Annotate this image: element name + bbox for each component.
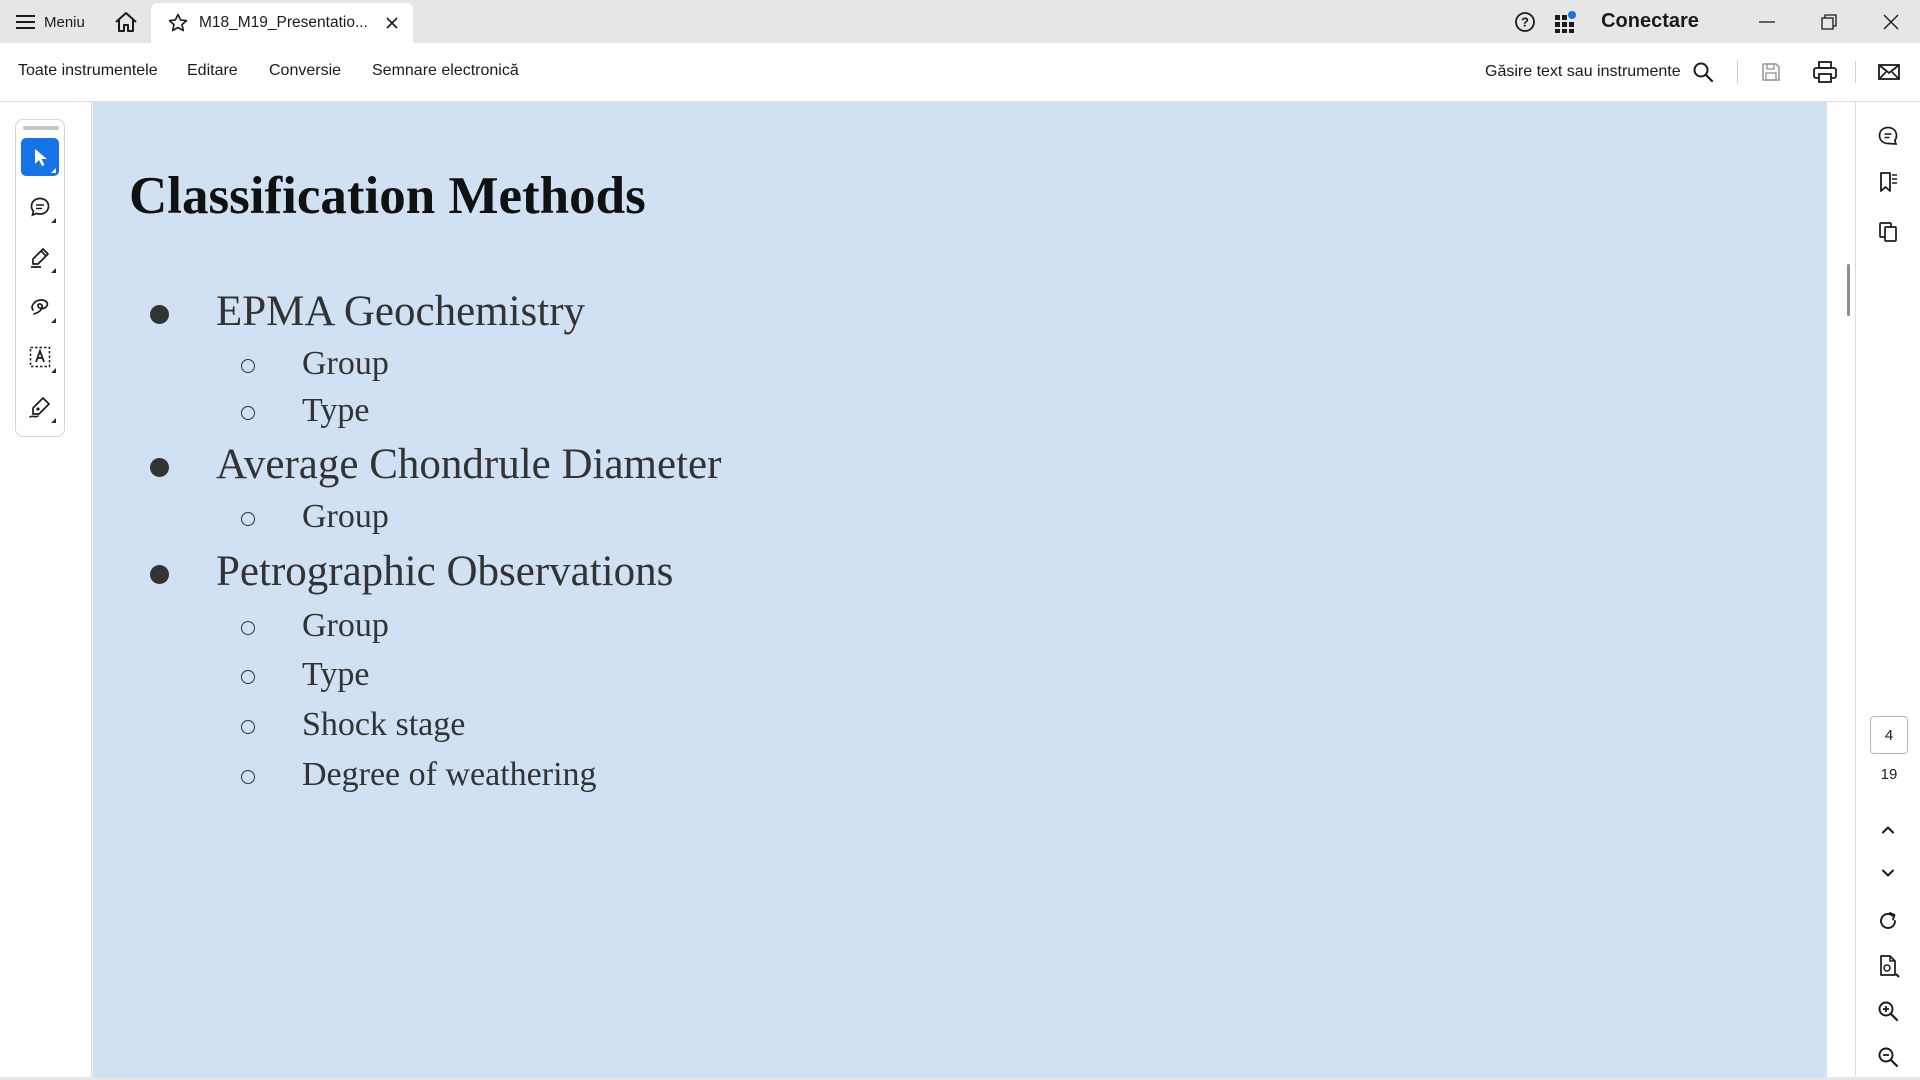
bullet-item: Average Chondrule Diameter bbox=[216, 441, 722, 488]
highlight-pen-icon bbox=[29, 246, 51, 268]
document-viewer[interactable] bbox=[92, 102, 1827, 1080]
quick-tools-bar bbox=[15, 119, 65, 437]
main-toolbar bbox=[0, 43, 1920, 102]
sign-pen-icon bbox=[28, 395, 52, 419]
text-recognition-icon bbox=[28, 345, 52, 369]
find-text-label[interactable]: Găsire text sau instrumente bbox=[1485, 63, 1681, 80]
sign-tool-button[interactable] bbox=[21, 388, 59, 426]
submenu-corner bbox=[51, 268, 56, 273]
search-icon[interactable] bbox=[1689, 58, 1717, 86]
draw-freeform-icon bbox=[29, 296, 51, 318]
highlight-tool-button[interactable] bbox=[21, 238, 59, 276]
apps-button[interactable] bbox=[1552, 0, 1578, 43]
rotate-icon bbox=[1877, 910, 1899, 932]
hamburger-icon bbox=[16, 14, 35, 30]
sign-in-button[interactable]: Conectare bbox=[1601, 10, 1699, 32]
sub-bullet-item: Group bbox=[302, 345, 389, 382]
restore-button[interactable] bbox=[1804, 0, 1854, 43]
save-icon[interactable] bbox=[1757, 58, 1785, 86]
home-button[interactable] bbox=[113, 10, 139, 34]
tab-title: M18_M19_Presentatio... bbox=[199, 14, 368, 31]
menu-convert[interactable]: Conversie bbox=[269, 62, 342, 79]
sub-bullet-item: Shock stage bbox=[302, 706, 466, 743]
current-page-input[interactable]: 4 bbox=[1870, 716, 1908, 754]
draw-tool-button[interactable] bbox=[21, 288, 59, 326]
menu-all-tools[interactable]: Toate instrumentele bbox=[18, 62, 158, 79]
text-recognition-button[interactable] bbox=[21, 338, 59, 376]
close-window-button[interactable] bbox=[1866, 0, 1916, 43]
submenu-corner bbox=[51, 368, 56, 373]
vertical-scrollbar[interactable] bbox=[1827, 102, 1855, 1080]
sub-bullet-marker bbox=[241, 359, 255, 373]
home-icon bbox=[114, 11, 138, 33]
bullet-marker bbox=[150, 458, 169, 477]
comment-tool-button[interactable] bbox=[21, 188, 59, 226]
help-icon bbox=[1514, 11, 1536, 33]
chevron-up-icon bbox=[1879, 821, 1897, 839]
toolbar-divider bbox=[1855, 61, 1856, 83]
pages-icon bbox=[1877, 221, 1899, 243]
bookmarks-icon bbox=[1877, 171, 1899, 193]
sub-bullet-item: Type bbox=[302, 392, 370, 429]
menu-button[interactable] bbox=[16, 10, 85, 34]
sub-bullet-marker bbox=[241, 512, 255, 526]
comment-panel-button[interactable] bbox=[1872, 120, 1904, 152]
sub-bullet-marker bbox=[241, 406, 255, 420]
sub-bullet-marker bbox=[241, 770, 255, 784]
menu-e-sign[interactable]: Semnare electronică bbox=[372, 62, 519, 79]
minimize-button[interactable] bbox=[1742, 0, 1792, 43]
select-tool-button[interactable] bbox=[21, 138, 59, 176]
sub-bullet-item: Group bbox=[302, 498, 389, 535]
add-comment-icon bbox=[29, 196, 51, 218]
slide-title: Classification Methods bbox=[129, 167, 646, 225]
submenu-corner bbox=[51, 168, 56, 173]
submenu-corner bbox=[51, 418, 56, 423]
previous-page-button[interactable] bbox=[1872, 814, 1904, 846]
bullet-item: EPMA Geochemistry bbox=[216, 288, 586, 335]
apps-grid-icon bbox=[1553, 10, 1577, 34]
pages-button[interactable] bbox=[1872, 216, 1904, 248]
submenu-corner bbox=[51, 218, 56, 223]
sub-bullet-item: Degree of weathering bbox=[302, 756, 597, 793]
chevron-down-icon bbox=[1879, 864, 1897, 882]
document-info-button[interactable] bbox=[1872, 950, 1904, 982]
toolbar-divider bbox=[1737, 61, 1738, 83]
close-icon bbox=[1882, 13, 1900, 31]
next-page-button[interactable] bbox=[1872, 857, 1904, 889]
sub-bullet-item: Type bbox=[302, 656, 370, 693]
zoom-in-icon bbox=[1877, 1000, 1899, 1022]
zoom-out-icon bbox=[1877, 1046, 1899, 1068]
right-rail bbox=[1855, 102, 1920, 1080]
menu-label: Meniu bbox=[44, 13, 85, 31]
total-pages: 19 bbox=[1880, 766, 1898, 783]
bullet-item: Petrographic Observations bbox=[216, 548, 674, 595]
email-icon[interactable] bbox=[1875, 58, 1903, 86]
comment-panel-icon bbox=[1877, 125, 1899, 147]
star-icon[interactable] bbox=[167, 12, 189, 34]
document-info-icon bbox=[1876, 954, 1900, 978]
minimize-icon bbox=[1758, 13, 1776, 31]
bullet-marker bbox=[150, 305, 169, 324]
sub-bullet-marker bbox=[241, 670, 255, 684]
select-cursor-icon bbox=[30, 147, 50, 167]
document-tab[interactable] bbox=[151, 3, 413, 43]
submenu-corner bbox=[51, 318, 56, 323]
sub-bullet-marker bbox=[241, 621, 255, 635]
svg-text:?: ? bbox=[1521, 14, 1529, 29]
title-bar bbox=[0, 0, 1920, 43]
left-tools-panel bbox=[0, 102, 92, 1080]
sub-bullet-marker bbox=[241, 720, 255, 734]
close-tab-icon[interactable] bbox=[383, 13, 401, 33]
pdf-page[interactable] bbox=[93, 102, 1827, 1080]
zoom-in-button[interactable] bbox=[1872, 995, 1904, 1027]
sub-bullet-item: Group bbox=[302, 607, 389, 644]
restore-icon bbox=[1820, 13, 1838, 31]
print-icon[interactable] bbox=[1811, 58, 1839, 86]
menu-edit[interactable]: Editare bbox=[187, 62, 238, 79]
zoom-out-button[interactable] bbox=[1872, 1041, 1904, 1073]
bullet-marker bbox=[150, 565, 169, 584]
help-button[interactable] bbox=[1512, 0, 1538, 43]
bookmarks-button[interactable] bbox=[1872, 166, 1904, 198]
scrollbar-thumb[interactable] bbox=[1847, 264, 1850, 316]
rotate-button[interactable] bbox=[1872, 905, 1904, 937]
drag-handle[interactable] bbox=[23, 126, 59, 130]
